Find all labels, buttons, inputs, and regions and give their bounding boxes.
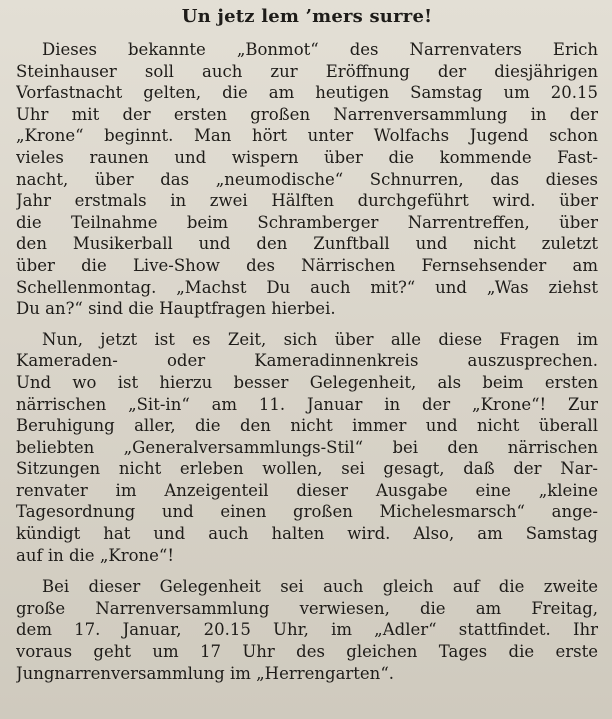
article-paragraph-3	[16, 576, 598, 684]
text-line: Schellenmontag. „Machst Du auch mit?“ und „Was ziehst	[16, 277, 598, 297]
text-line: Und wo ist hierzu besser Gelegenheit, als beim ersten	[16, 372, 598, 392]
text-line: Sitzungen nicht erleben wollen, sei gesagt, daß der Nar-	[16, 459, 598, 479]
text-line: Vorfastnacht gelten, die am heutigen Samstag um 20.15	[16, 83, 598, 103]
text-line: närrischen „Sit-in“ am 11. Januar in der „Krone“! Zur	[16, 394, 598, 414]
text-line: Nun, jetzt ist es Zeit, sich über alle diese Fragen im	[42, 329, 598, 349]
text-line: Du an?“ sind die Hauptfragen hierbei.	[16, 299, 336, 319]
text-line: voraus geht um 17 Uhr des gleichen Tages die erste	[16, 642, 598, 662]
text-line: die Teilnahme beim Schramberger Narrentreffen, über	[16, 212, 598, 232]
text-line: den Musikerball und den Zunftball und nicht zuletzt	[16, 234, 598, 254]
text-line: große Narrenversammlung verwiesen, die am Freitag,	[16, 598, 598, 618]
text-line: Uhr mit der ersten großen Narrenversammlung in der	[16, 104, 598, 124]
text-line: renvater im Anzeigenteil dieser Ausgabe eine „kleine	[16, 480, 598, 500]
text-line: Bei dieser Gelegenheit sei auch gleich auf die zweite	[42, 577, 598, 597]
article-headline: Un jetz lem ’mers surre!	[181, 6, 433, 27]
text-line: vieles raunen und wispern über die kommende Fast-	[16, 147, 598, 167]
text-line: beliebten „Generalversammlungs-Stil“ bei den närrischen	[16, 437, 598, 457]
text-line: Jungnarrenversammlung im „Herrengarten“.	[16, 663, 394, 683]
text-line: nacht, über das „neumodische“ Schnurren, das dieses	[16, 169, 598, 189]
text-line: Steinhauser soll auch zur Eröffnung der diesjährigen	[16, 61, 598, 81]
text-line: über die Live-Show des Närrischen Fernsehsender am	[16, 255, 598, 275]
text-line: „Krone“ beginnt. Man hört unter Wolfachs Jugend schon	[16, 126, 598, 146]
text-line: Jahr erstmals in zwei Hälften durchgeführt wird. über	[16, 191, 598, 211]
text-line: Kameraden- oder Kameradinnenkreis auszusprechen.	[16, 351, 598, 371]
text-line: Tagesordnung und einen großen Michelesmarsch“ ange-	[16, 502, 598, 522]
article-paragraph-2	[16, 329, 598, 567]
text-line: auf in die „Krone“!	[16, 545, 174, 565]
text-line: Dieses bekannte „Bonmot“ des Narrenvaters Erich	[42, 40, 598, 59]
text-line: dem 17. Januar, 20.15 Uhr, im „Adler“ stattfindet. Ihr	[16, 620, 598, 640]
article-paragraph-1	[16, 39, 598, 320]
text-line: kündigt hat und auch halten wird. Also, am Samstag	[16, 524, 598, 544]
text-line: Beruhigung aller, die den nicht immer und nicht überall	[16, 416, 598, 436]
